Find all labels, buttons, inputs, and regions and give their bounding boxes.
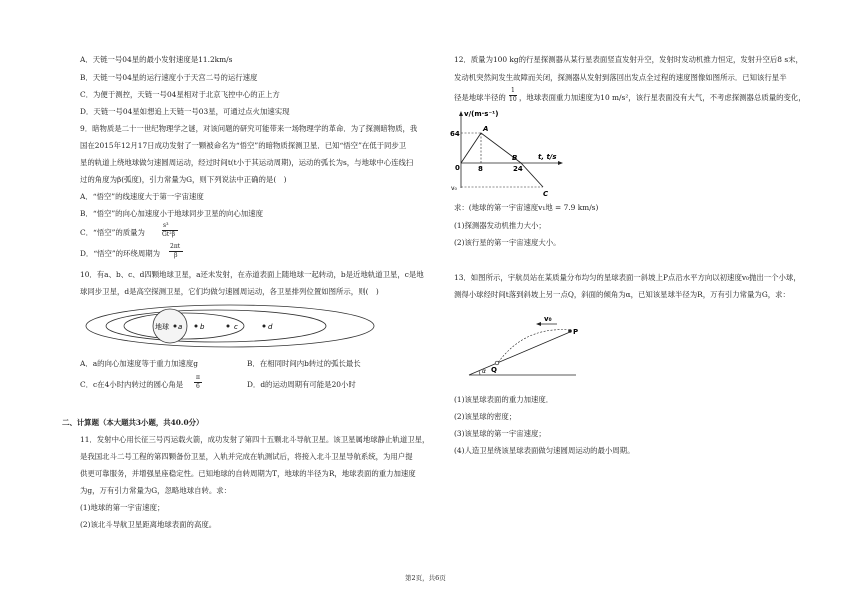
- q9-stem-line2: 国在2015年12月17日成功发射了一颗被命名为“悟空”的暗物质探测卫星．已知“悟空”在低于同步卫: [80, 141, 407, 150]
- q12-stem-line3-text: 径是地球半径的: [454, 93, 506, 102]
- q13-sub1: (1)该星球表面的重力加速度．: [454, 395, 554, 404]
- x-tick-24: 24: [513, 165, 523, 173]
- q8-option-c: C．为便于测控，天链一号04星相对于北京飞控中心的正上方: [80, 90, 280, 99]
- velocity-time-graph: [448, 108, 568, 198]
- page-footer: 第2页，共6页: [405, 574, 446, 582]
- q12-sub1: (1)探测器发动机推力大小；: [454, 221, 546, 230]
- q13-stem-line2: 测得小球经时间t落到斜坡上另一点Q，斜面的倾角为α，已知该星球半径为R，万有引力常量为G，求：: [454, 290, 790, 299]
- q10-option-c-numerator: π: [196, 374, 200, 381]
- q13-sub2: (2)该星球的密度；: [454, 412, 517, 421]
- q11-stem-line2: 是我国北斗二号工程的第四颗备份卫星，入轨并完成在轨测试后，将接入北斗卫星导航系统，为用户提: [80, 452, 413, 461]
- satellite-d-dot: [263, 325, 266, 328]
- q12-stem-line2: 发动机突然间发生故障而关闭，探测器从发射到落回出发点全过程的速度图像如图所示．已知该行星半: [454, 73, 787, 82]
- orbit-d: [86, 305, 374, 347]
- q9-option-c-text: C．“悟空”的质量为: [80, 228, 145, 237]
- velocity-line: [461, 133, 543, 187]
- q9-stem-line4: 过的角度为β(弧度)，引力常量为G，则下列说法中正确的是( ): [80, 175, 287, 184]
- satellite-a-label: a: [178, 323, 183, 331]
- q13-sub4: (4)人造卫星绕该星球表面做匀速圆周运动的最小周期。: [454, 446, 635, 455]
- q12-fraction-numerator: 1: [511, 87, 515, 94]
- q11-sub1: (1)地球的第一宇宙速度；: [80, 503, 165, 512]
- point-q-label: Q: [491, 366, 497, 374]
- q13-stem-line1: 13．如图所示，宇航员站在某质量分布均匀的星球表面一斜坡上P点沿水平方向以初速度v₀抛出一个小球，: [454, 273, 801, 282]
- satellite-b-label: b: [200, 323, 205, 331]
- q9-option-d: [80, 250, 160, 257]
- section-heading: 二、计算题（本大题共3小题，共40.0分）: [62, 418, 204, 427]
- origin-label: 0: [455, 164, 460, 172]
- point-b-label: B: [512, 154, 518, 162]
- satellite-c-dot: [227, 325, 230, 328]
- satellite-a-dot: [174, 325, 177, 328]
- q10-stem-line2: 球同步卫星，d是高空探测卫星，它们均做匀速圆周运动，各卫星排列位置如图所示，则( ): [80, 287, 379, 296]
- y-axis-arrow: [459, 111, 463, 116]
- q10-option-c-denominator: 6: [196, 383, 200, 390]
- q12-fraction-denominator: 10: [509, 96, 517, 103]
- q9-option-a: A．“悟空”的线速度大于第一宇宙速度: [80, 192, 204, 201]
- q11-stem-line3: 供更可靠服务，并增强星座稳定性。已知地球的自转周期为T，地球的半径为R，地球表面的重力加速度: [80, 469, 416, 478]
- satellite-d-label: d: [268, 323, 273, 331]
- q8-option-b: B．天链一号04星的运行速度小于天宫二号的运行速度: [80, 73, 258, 82]
- q13-sub3: (3)该星球的第一宇宙速度；: [454, 429, 546, 438]
- q10-stem-line1: 10．有a、b、c、d四颗地球卫星，a还未发射，在赤道表面上随地球一起转动，b是近地轨道卫星，c是地: [80, 270, 424, 279]
- q9-option-c: [80, 229, 145, 236]
- q10-option-d: D．d的运动周期有可能是20小时: [247, 380, 356, 389]
- q12-sub2: (2)该行星的第一宇宙速度大小。: [454, 238, 561, 247]
- q9-stem-line3: 星的轨道上绕地球做匀速圆周运动，经过时间t(t小于其运动周期)，运动的弧长为s，与地球中心连线扫: [80, 158, 414, 167]
- q10-option-a: A．a的向心加速度等于重力加速度g: [80, 359, 198, 368]
- earth-label: 地球: [155, 323, 169, 331]
- slope-projectile-figure: [464, 312, 584, 380]
- satellite-b-dot: [195, 325, 198, 328]
- point-p-label: P: [573, 328, 579, 336]
- x-axis-label: t, t/s: [538, 153, 557, 161]
- angle-arc: [479, 371, 480, 375]
- q8-option-d: D．天链一号04星如想追上天链一号03星，可通过点火加速实现: [80, 107, 290, 116]
- q9-option-d-numerator: 2πt: [170, 243, 181, 250]
- y-tick-64: 64: [450, 130, 460, 138]
- q9-option-c-numerator: s³: [163, 222, 169, 229]
- q12-ask: 求：(地球的第一宇宙速度v₁地 = 7.9 km/s): [454, 203, 599, 212]
- point-p-dot: [568, 329, 572, 333]
- q10-option-c: C．c在4小时内转过的圆心角是: [80, 380, 184, 389]
- q9-option-d-denominator: β: [174, 252, 178, 259]
- q12-stem-line3-rest: ，地球表面重力加速度为10 m/s²，该行星表面没有大气，不考虑探测器总质量的变化，: [519, 93, 806, 102]
- satellite-orbits-figure: [76, 303, 376, 349]
- y-axis-label: v/(m·s⁻¹): [464, 110, 499, 118]
- q12-stem-line1: 12．质量为100 kg的行星探测器从某行星表面竖直发射升空，发射时发动机推力恒定，发射升空后8 s末，: [454, 55, 803, 64]
- point-c-label: C: [543, 190, 549, 198]
- q8-option-a: A．天链一号04星的最小发射速度是11.2km/s: [80, 55, 233, 64]
- velocity-arrowhead: [536, 322, 541, 326]
- x-tick-8: 8: [478, 165, 483, 173]
- x-axis-arrow: [558, 161, 563, 165]
- q11-sub2: (2)该北斗导航卫星距离地球表面的高度。: [80, 520, 217, 529]
- satellite-c-label: c: [234, 323, 238, 331]
- q9-option-c-denominator: Gt²β: [162, 231, 176, 238]
- q11-stem-line1: 11．发射中心用长征三号丙运载火箭，成功发射了第四十五颗北斗导航卫星。该卫星属地球静止轨道卫星，: [80, 435, 430, 444]
- point-a-label: A: [483, 125, 489, 133]
- q11-stem-line4: 为g，万有引力常量为G，忽略地球自转。求：: [80, 486, 232, 495]
- vc-label: v₀: [451, 185, 457, 192]
- angle-alpha-label: α: [482, 368, 486, 375]
- q9-stem-line1: 9．暗物质是二十一世纪物理学之谜，对该问题的研究可能带来一场物理学的革命．为了探测暗物质，我: [80, 124, 418, 133]
- q10-option-b: B．在相同时间内b转过的弧长最长: [247, 359, 361, 368]
- v0-label: v₀: [544, 315, 552, 323]
- q12-stem-line3: [454, 94, 506, 101]
- q9-option-d-text: D．“悟空”的环绕周期为: [80, 249, 160, 258]
- q9-option-b: B．“悟空”的向心加速度小于地球同步卫星的向心加速度: [80, 209, 263, 218]
- point-q-dot: [495, 361, 499, 365]
